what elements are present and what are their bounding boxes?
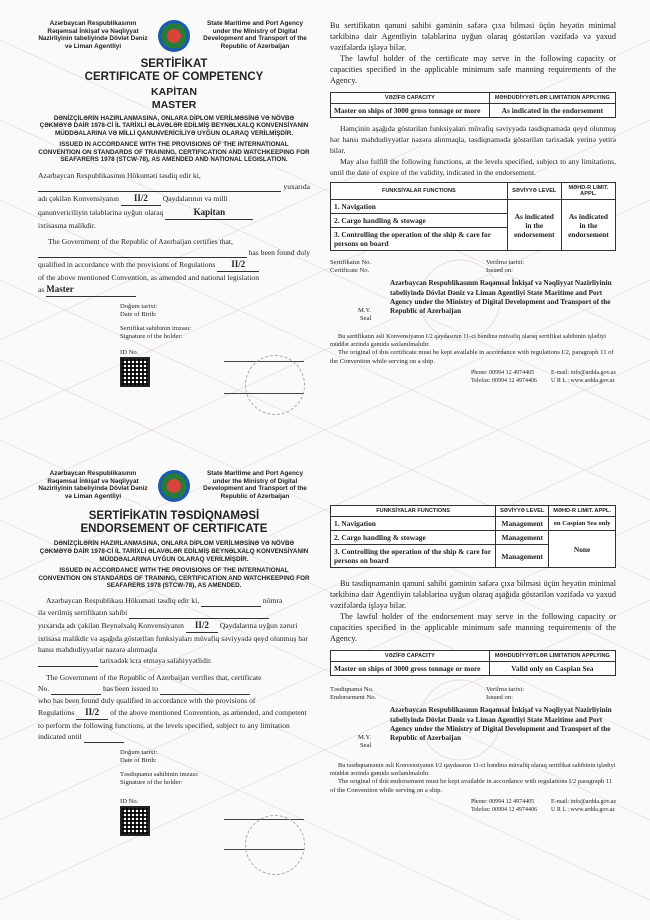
en-convention-text: ISSUED IN ACCORDANCE WITH THE PROVISIONS OF THE INTERNATIONAL CONVENTION ON STANDARDS OF TRAINING, CERTIFICATION AND WATCHKEEPING FOR SEAFARERS 1978 (STCW-78), AS AMENDED AND NATIONAL LEGISLATION. bbox=[38, 141, 310, 164]
endo-az-1g: tarixədək icra etməyə səlahiyyətlidir. bbox=[99, 655, 213, 665]
endo-en-1e: Regulations bbox=[38, 707, 75, 717]
sig-label-az: Sertifikat sahibinin imzası: bbox=[120, 324, 192, 332]
endo-blank-6 bbox=[84, 731, 124, 743]
endo-az-1b: nömrə bbox=[262, 595, 283, 605]
endo-level-3: Management bbox=[496, 545, 549, 568]
limit-header: MƏHD-R LIMIT. APPL. bbox=[561, 183, 615, 200]
er-en-para-1: The lawful holder of the endorsement may serve in the following capacity or capacities specified in the applicable minimum safe manning requirements of the Agency. bbox=[330, 612, 616, 644]
en-para-1c: qualified in accordance with the provisions of Regulations bbox=[38, 259, 216, 269]
endo-blank-2 bbox=[129, 607, 269, 619]
endo-url-text[interactable]: U R L : www.ardda.gov.az bbox=[551, 807, 615, 814]
functions-header: FUNKSİYALAR FUNCTIONS bbox=[331, 183, 508, 200]
seal-label: Seal bbox=[360, 315, 372, 323]
endo-en-1f: of the above mentioned Convention, as amended, and competent to perform the following functions, at the levels specified, subject to any limitation indicated until bbox=[38, 707, 307, 741]
az-para-1a: Azərbaycan Respublikasının Hökuməti təsdiq edir ki, bbox=[38, 170, 201, 180]
er-az-para-1: Bu təsdiqnamənin qanuni sahibi gəminin səfərə çıxa bilməsi üçün heyətin minimal tərkibinə dair Agentliyin tələblərinə uyğun olaraq aşağıda göstərilən vəzifədə və yaxud vəzifələrdə işləyə bilər. bbox=[330, 579, 616, 611]
id-label: ID No. bbox=[120, 348, 139, 356]
endo-blank-3 bbox=[38, 655, 98, 667]
functions-table bbox=[330, 182, 616, 251]
endo-title-en: ENDORSEMENT OF CERTIFICATE bbox=[80, 523, 268, 536]
cr-az-para-3: Bu sertifikatın əsli Konvensiyanın I/2 qaydasının 11-ci bəndinə müvafiq olaraq sertifikat sahibinin işlədiyi müddət ərzində gəmidə saxlanılmalıdır. bbox=[330, 333, 607, 349]
endo-no-label-az: Təsdiqnamə No. bbox=[330, 686, 374, 694]
endo-limit-2: None bbox=[549, 531, 616, 568]
az-para-1d: Qaydalarının və milli bbox=[162, 193, 228, 203]
certificate-back bbox=[330, 20, 616, 440]
en-para-1a: The Government of the Republic of Azerbaijan certifies that, bbox=[48, 236, 233, 246]
endo-title-az: SERTİFİKATIN TƏSDİQNAMƏSİ bbox=[88, 510, 260, 522]
endo-level-2: Management bbox=[496, 531, 549, 545]
cert-no-label-en: Certificate No. bbox=[330, 267, 370, 275]
endo-en-regulation: II/2 bbox=[76, 706, 108, 720]
limitation-cell: As indicated in the endorsement bbox=[489, 104, 615, 118]
email-text[interactable]: E-mail: info@ardda.gov.az bbox=[551, 370, 616, 377]
endo-en-1c: has been issued to bbox=[103, 683, 159, 693]
dob-label-en: Date of Birth: bbox=[120, 310, 157, 318]
endo-blank-1 bbox=[201, 595, 261, 607]
endo-sig-en: Signature of the holder: bbox=[120, 778, 183, 786]
endo-capacity-cell: Master on ships of 3000 gross tonnage or more bbox=[331, 662, 490, 676]
az-para-1e: qanunvericiliyin tələblərinə uyğun olaraq bbox=[38, 207, 164, 217]
azerbaijan-emblem-icon bbox=[158, 470, 190, 502]
endo-limitation-cell: Valid only on Caspian Sea bbox=[489, 662, 615, 676]
cr-en-para-2: May also fulfill the following functions, at the levels specified, subject to any limitations, until the date of expire of the validity, indicated in the endorsement. bbox=[330, 157, 616, 178]
endo-photo-placeholder bbox=[245, 815, 305, 875]
endo-agency-signature-block: Azərbaycan Respublikasının Rəqəmsal İnkişaf və Nəqliyyat Nazirliyinin tabeliyində Dövlət Dəniz və Liman Agentliyi State Maritime and Port Agency under the Ministry of Digital Development and Transport of the Republic of Azerbaijan bbox=[390, 706, 612, 743]
endo-dob-en: Date of Birth: bbox=[120, 756, 157, 764]
en-para-1d: of the above mentioned Convention, as amended and national legislation bbox=[38, 272, 260, 282]
dob-label-az: Doğum tarixi: bbox=[120, 303, 158, 311]
name-blank-en bbox=[38, 248, 247, 258]
endo-issued-en: Issued on: bbox=[486, 694, 513, 702]
az-rank-value: Kapitan bbox=[165, 206, 253, 220]
endo-email-text[interactable]: E-mail: info@ardda.gov.az bbox=[551, 799, 616, 806]
er-az-para-2: Bu təsdiqnamənin əsli Konvensiyanın I/2 qaydasının 11-ci bəndinə müvafiq olaraq sertifikat sahibinin işlədiyi müddət ərzində gəmidə saxlanılmalıdır. bbox=[330, 762, 616, 778]
en-regulation-value: II/2 bbox=[217, 258, 259, 272]
endo-functions-header: FUNKSİYALAR FUNCTIONS bbox=[331, 506, 496, 517]
url-text[interactable]: U R L : www.ardda.gov.az bbox=[551, 378, 615, 385]
telefax-text: Telefax: 00994 12 4974406 bbox=[470, 378, 538, 385]
endo-az-1f: uyğun zəruri ixtisasa malikdir və aşağıda göstərilən funksiyaları müvafiq səviyyədə qeyd olunmuş hər hansı məhdudiyyətlər nəzərə alınmaqla bbox=[38, 620, 308, 654]
endo-functions-table bbox=[330, 505, 616, 568]
endo-function-row-3: 3. Controlling the operation of the ship & care for persons on board bbox=[331, 545, 496, 568]
cr-az-para-2: Həmçinin aşağıda göstərilən funksiyaları müvafiq səviyyədə təsdiqnamədə qeyd olunmuş hər hansı məhdudiyyətlər nəzərə alınmaqla, təsdiqnamədə göstərilən tarixədək yerinə yetirə bilər. bbox=[330, 124, 616, 156]
endo-level-1: Management bbox=[496, 517, 549, 531]
endo-function-row-1: 1. Navigation bbox=[331, 517, 496, 531]
endo-function-row-2: 2. Cargo handling & stowage bbox=[331, 531, 496, 545]
er-en-para-2: The original of this endorsement must be kept available in accordance with regulations I/2 paragraph 11 of the Convention while serving on a ship. bbox=[330, 778, 613, 794]
endo-sig-az: Təsdiqnamə sahibinin imzası: bbox=[120, 770, 199, 778]
endo-az-1d: yuxarıda adı çəkilən Beynəlxalq Konvensiyanın bbox=[38, 620, 184, 630]
function-row-1: 1. Navigation bbox=[331, 200, 508, 214]
endo-capacity-table bbox=[330, 650, 616, 676]
az-convention-text: DƏNİZÇİLƏRİN HAZIRLANMASINA, ONLARA DİPLOM VERİLMƏSİNƏ VƏ NÖVBƏ ÇƏKMƏYƏ DAİR 1978-Cİ İL TARİXLİ ƏLAVƏLƏR EDİLMİŞ BEYNƏLXALQ KONVENSİYANIN MÜDDƏALARINA VƏ MİLLİ QANUNVERİCİLİYƏ UYĞUN OLARAQ VERİLMİŞDİR. bbox=[39, 114, 309, 137]
title-az: SERTİFİKAT bbox=[140, 58, 208, 70]
endo-az-1a: Azərbaycan Respublikası Hökuməti təsdiq edir ki, bbox=[46, 595, 200, 605]
endo-en-convention: ISSUED IN ACCORDANCE WITH THE PROVISIONS OF THE INTERNATIONAL CONVENTION ON STANDARDS OF TRAINING, CERTIFICATION AND WATCHKEEPING FOR SEAFARERS 1978 (STCW-78), AS AMENDED. bbox=[38, 567, 310, 590]
sig-label-en: Signature of the holder: bbox=[120, 332, 183, 340]
limitation-header: MƏHDUDİYYƏTLƏR LIMITATION APPLYING bbox=[489, 93, 615, 104]
az-regulation-value: II/2 bbox=[121, 192, 161, 206]
endo-en-1b: No. bbox=[38, 683, 50, 693]
en-para-1e: as bbox=[38, 284, 45, 294]
endo-issued-az: Verilmə tarixi: bbox=[486, 686, 525, 694]
level-header: SƏVİYYƏ LEVEL bbox=[507, 183, 561, 200]
capacity-header: VƏZİFƏ CAPACITY bbox=[331, 93, 490, 104]
header-left-agency: Azərbaycan Respublikasının Rəqəmsal İnkişaf və Nəqliyyat Nazirliyinin tabeliyində Dövlət Dəniz və Liman Agentliyi bbox=[38, 20, 148, 51]
endo-header-left: Azərbaycan Respublikasının Rəqəmsal İnkişaf və Nəqliyyat Nazirliyinin tabeliyində Dövlət Dəniz və Liman Agentliyi bbox=[38, 470, 148, 501]
endo-blank-4 bbox=[51, 683, 101, 695]
endo-telefax-text: Telefax: 00994 12 4974406 bbox=[470, 807, 538, 814]
endorsement-back bbox=[330, 505, 616, 905]
name-blank-az bbox=[38, 182, 281, 192]
phone-text: Phone: 00994 12 4974405 bbox=[470, 370, 535, 377]
cert-no-label-az: Sertifikatın No. bbox=[330, 259, 372, 267]
endo-en-1d: who has been found duly qualified in accordance with the provisions of bbox=[38, 695, 256, 705]
header-right-agency: State Maritime and Port Agency under the Ministry of Digital Development and Transport of the Republic of Azerbaijan bbox=[203, 20, 307, 51]
endo-az-regulation: II/2 bbox=[186, 619, 218, 633]
en-rank-value: Master bbox=[46, 283, 136, 297]
endo-limit-1: on Caspian Sea only bbox=[549, 517, 616, 531]
azerbaijan-emblem-icon bbox=[158, 20, 190, 52]
endo-limitation-header: MƏHDUDİYYƏTLƏR LIMITATION APPLYING bbox=[489, 651, 615, 662]
endo-dob-az: Doğum tarixi: bbox=[120, 748, 158, 756]
az-para-1f: ixtisasına malikdir. bbox=[38, 220, 96, 230]
capacity-cell: Master on ships of 3000 gross tonnage or more bbox=[331, 104, 490, 118]
endo-blank-5 bbox=[160, 683, 250, 695]
endo-level-header: SƏVİYYƏ LEVEL bbox=[496, 506, 549, 517]
issued-label-az: Verilmə tarixi: bbox=[486, 259, 525, 267]
endo-az-1e: Qaydalarına bbox=[219, 620, 257, 630]
endo-az-convention: DƏNİZÇİLƏRİN HAZIRLANMASINA, ONLARA DİPLOM VERİLMƏSİNƏ VƏ NÖVBƏ ÇƏKMƏYƏ DAİR 1978-Cİ İL TARİXLİ ƏLAVƏLƏR EDİLMİŞ BEYNƏLXALQ KONVENSİYANIN MÜDDƏALARINA UYĞUN OLARAQ VERİLMİŞDİR. bbox=[39, 540, 309, 563]
agency-signature-block: Azərbaycan Respublikasının Rəqəmsal İnkişaf və Nəqliyyat Nazirliyinin tabeliyində Dövlət Dəniz və Liman Agentliyi State Maritime and Port Agency under the Ministry of Digital Development and Transport of the Republic of Azerbaijan bbox=[390, 279, 612, 316]
endo-id-label: ID No. bbox=[120, 798, 139, 806]
level-cell: As indicated in the endorsement bbox=[507, 200, 561, 251]
az-para-1b: yuxarıda bbox=[283, 181, 310, 191]
endo-no-label-en: Endorsement No. bbox=[330, 694, 377, 702]
rank-en: MASTER bbox=[151, 98, 197, 111]
limit-cell: As indicated in the endorsement bbox=[561, 200, 615, 251]
endo-az-1c: ilə verilmiş sertifikatın sahibi bbox=[38, 607, 128, 617]
az-para-1c: adı çəkilən Konvensiyanın bbox=[38, 193, 119, 203]
function-row-3: 3. Controlling the operation of the ship & care for persons on board bbox=[331, 228, 508, 251]
issued-label-en: Issued on: bbox=[486, 267, 513, 275]
endo-header-right: State Maritime and Port Agency under the Ministry of Digital Development and Transport of the Republic of Azerbaijan bbox=[203, 470, 307, 501]
function-row-2: 2. Cargo handling & stowage bbox=[331, 214, 508, 228]
en-para-1b: has been found duly bbox=[248, 247, 310, 257]
endo-phone-text: Phone: 00994 12 4974405 bbox=[470, 799, 535, 806]
capacity-table bbox=[330, 92, 616, 118]
qr-code-icon[interactable] bbox=[120, 357, 150, 387]
endo-en-1a: The Government of the Republic of Azerbaijan verifies that, certificate bbox=[46, 672, 262, 682]
endo-capacity-header: VƏZİFƏ CAPACITY bbox=[331, 651, 490, 662]
endo-limit-header: MƏHD-R LIMIT. APPL. bbox=[549, 506, 616, 517]
cr-en-para-3: The original of this certificate must be kept available in accordance with regulations I/2, paragraph 11 of the Convention while serving on a ship. bbox=[330, 349, 614, 365]
cr-az-para-1: Bu sertifikatın qanuni sahibi gəminin səfərə çıxa bilməsi üçün heyətin minimal tərkibinə dair Agentliyin tələblərinə uyğun olaraq göstərilən vəzifədə və yaxud vəzifələrdə işləyə bilər. bbox=[330, 21, 616, 53]
qr-code-icon[interactable] bbox=[120, 806, 150, 836]
my-label: M.Y. bbox=[358, 307, 372, 315]
title-en: CERTIFICATE OF COMPETENCY bbox=[84, 71, 264, 84]
photo-placeholder bbox=[245, 355, 305, 415]
endo-seal-label: Seal bbox=[360, 742, 372, 750]
cr-en-para-1: The lawful holder of the certificate may serve in the following capacity or capacities specified in the applicable minimum safe manning requirements of the Agency. bbox=[330, 54, 616, 86]
endo-my-label: M.Y. bbox=[358, 734, 372, 742]
rank-az: KAPİTAN bbox=[151, 86, 197, 99]
